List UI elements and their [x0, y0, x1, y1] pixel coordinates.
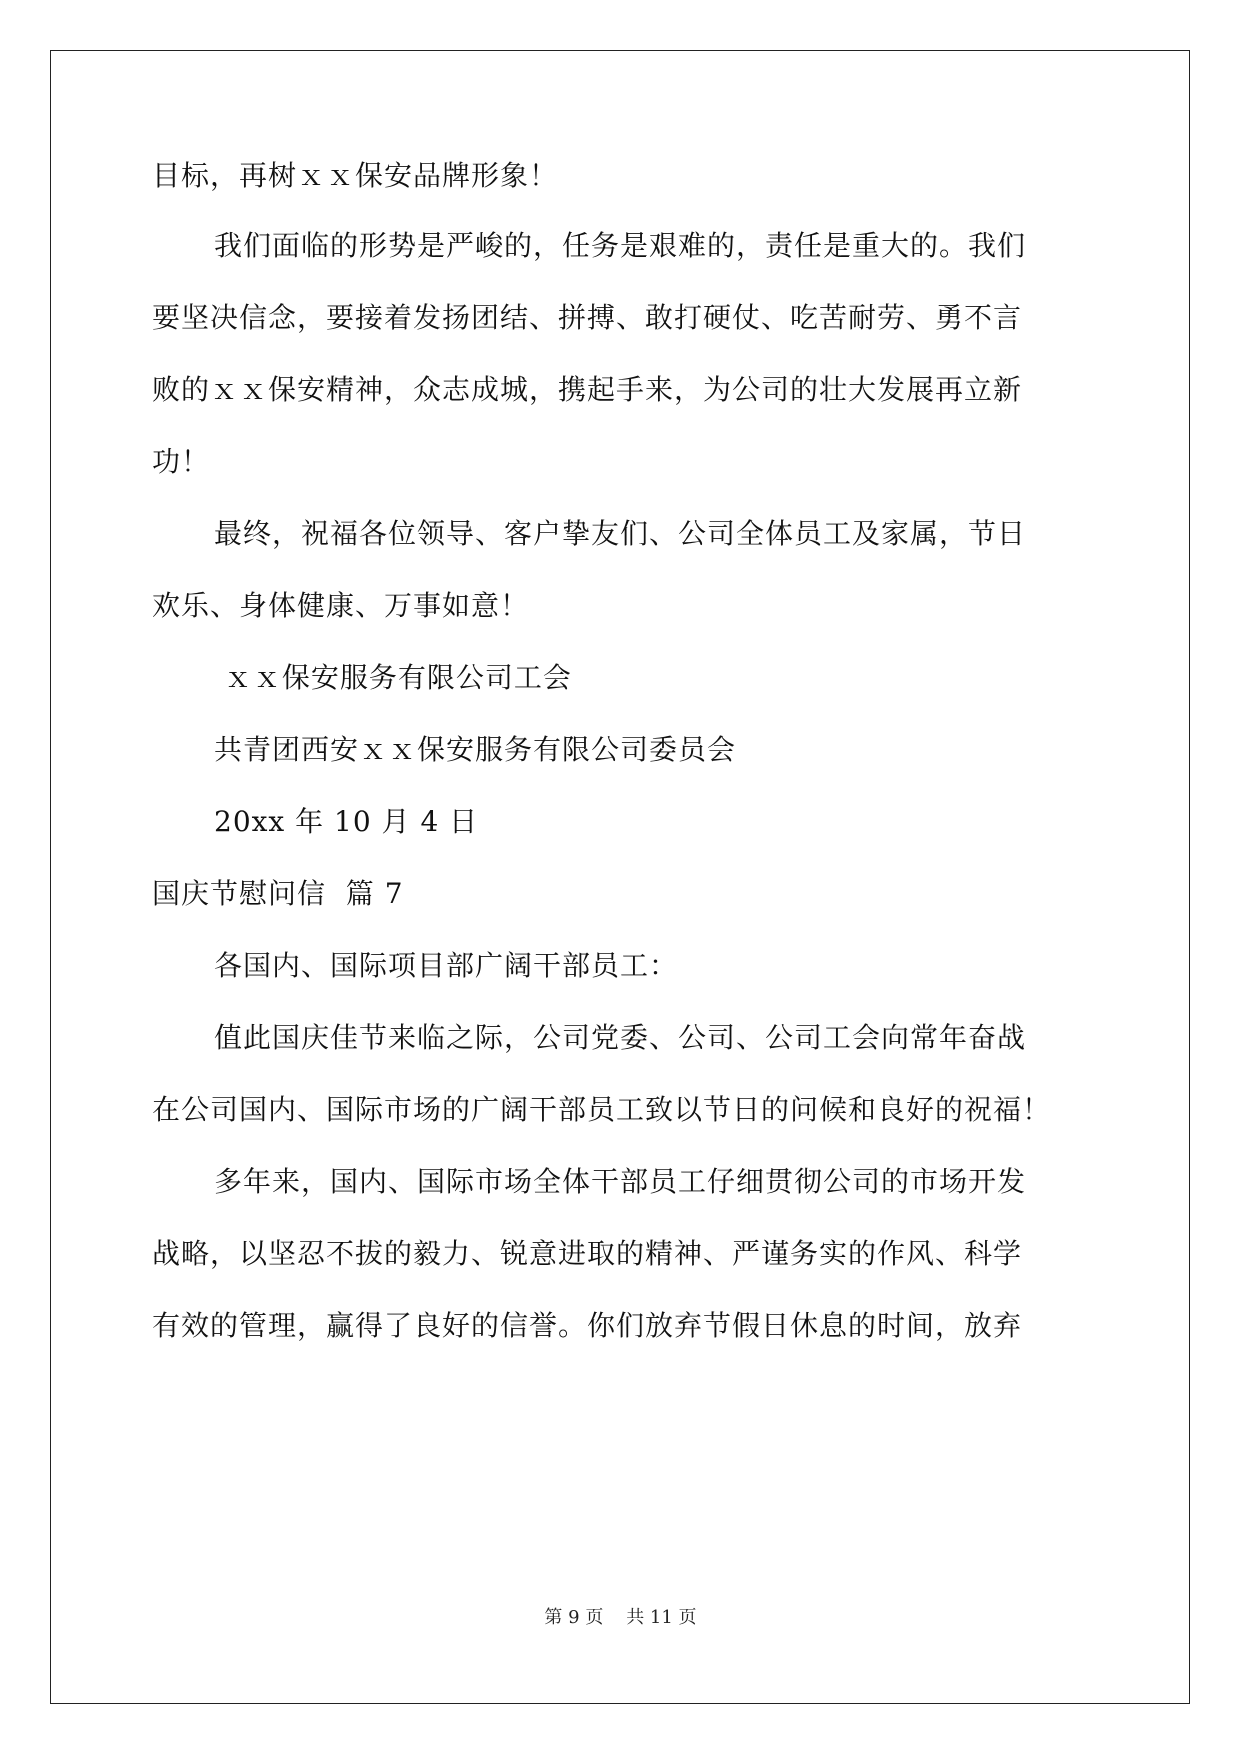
page-footer [0, 1606, 1241, 1630]
salutation-line: 各国内、国际项目部广阔干部员工： [214, 949, 679, 982]
page-number-label: 第 9 页 共 11 页 [544, 1607, 697, 1628]
paragraph-first-line: 最终，祝福各位领导、客户挚友们、公司全体员工及家属，节日 [214, 517, 1027, 550]
body-text-line: 有效的管理，赢得了良好的信誉。你们放弃节假日休息的时间，放弃 [152, 1309, 1023, 1342]
date-line: 20xx 年 10 月 4 日 [214, 805, 479, 838]
paragraph-first-line: 值此国庆佳节来临之际，公司党委、公司、公司工会向常年奋战 [214, 1021, 1027, 1054]
body-text-line: 目标，再树ｘｘ保安品牌形象！ [152, 159, 559, 192]
body-text-line: 要坚决信念，要接着发扬团结、拼搏、敢打硬仗、吃苦耐劳、勇不言 [152, 301, 1023, 334]
signature-line: ｘｘ保安服务有限公司工会 [214, 661, 572, 694]
body-text-line: 战略，以坚忍不拔的毅力、锐意进取的精神、严谨务实的作风、科学 [152, 1237, 1023, 1270]
section-heading: 国庆节慰问信 篇 7 [152, 877, 404, 910]
body-text-line: 功！ [152, 445, 211, 478]
paragraph-first-line: 我们面临的形势是严峻的，任务是艰难的，责任是重大的。我们 [214, 229, 1027, 262]
signature-line: 共青团西安ｘｘ保安服务有限公司委员会 [214, 733, 737, 766]
body-text-line: 败的ｘｘ保安精神，众志成城，携起手来，为公司的壮大发展再立新 [152, 373, 1023, 406]
paragraph-first-line: 多年来，国内、国际市场全体干部员工仔细贯彻公司的市场开发 [214, 1165, 1027, 1198]
body-text-line: 在公司国内、国际市场的广阔干部员工致以节日的问候和良好的祝福！ [152, 1093, 1052, 1126]
body-text-line: 欢乐、身体健康、万事如意！ [152, 589, 530, 622]
